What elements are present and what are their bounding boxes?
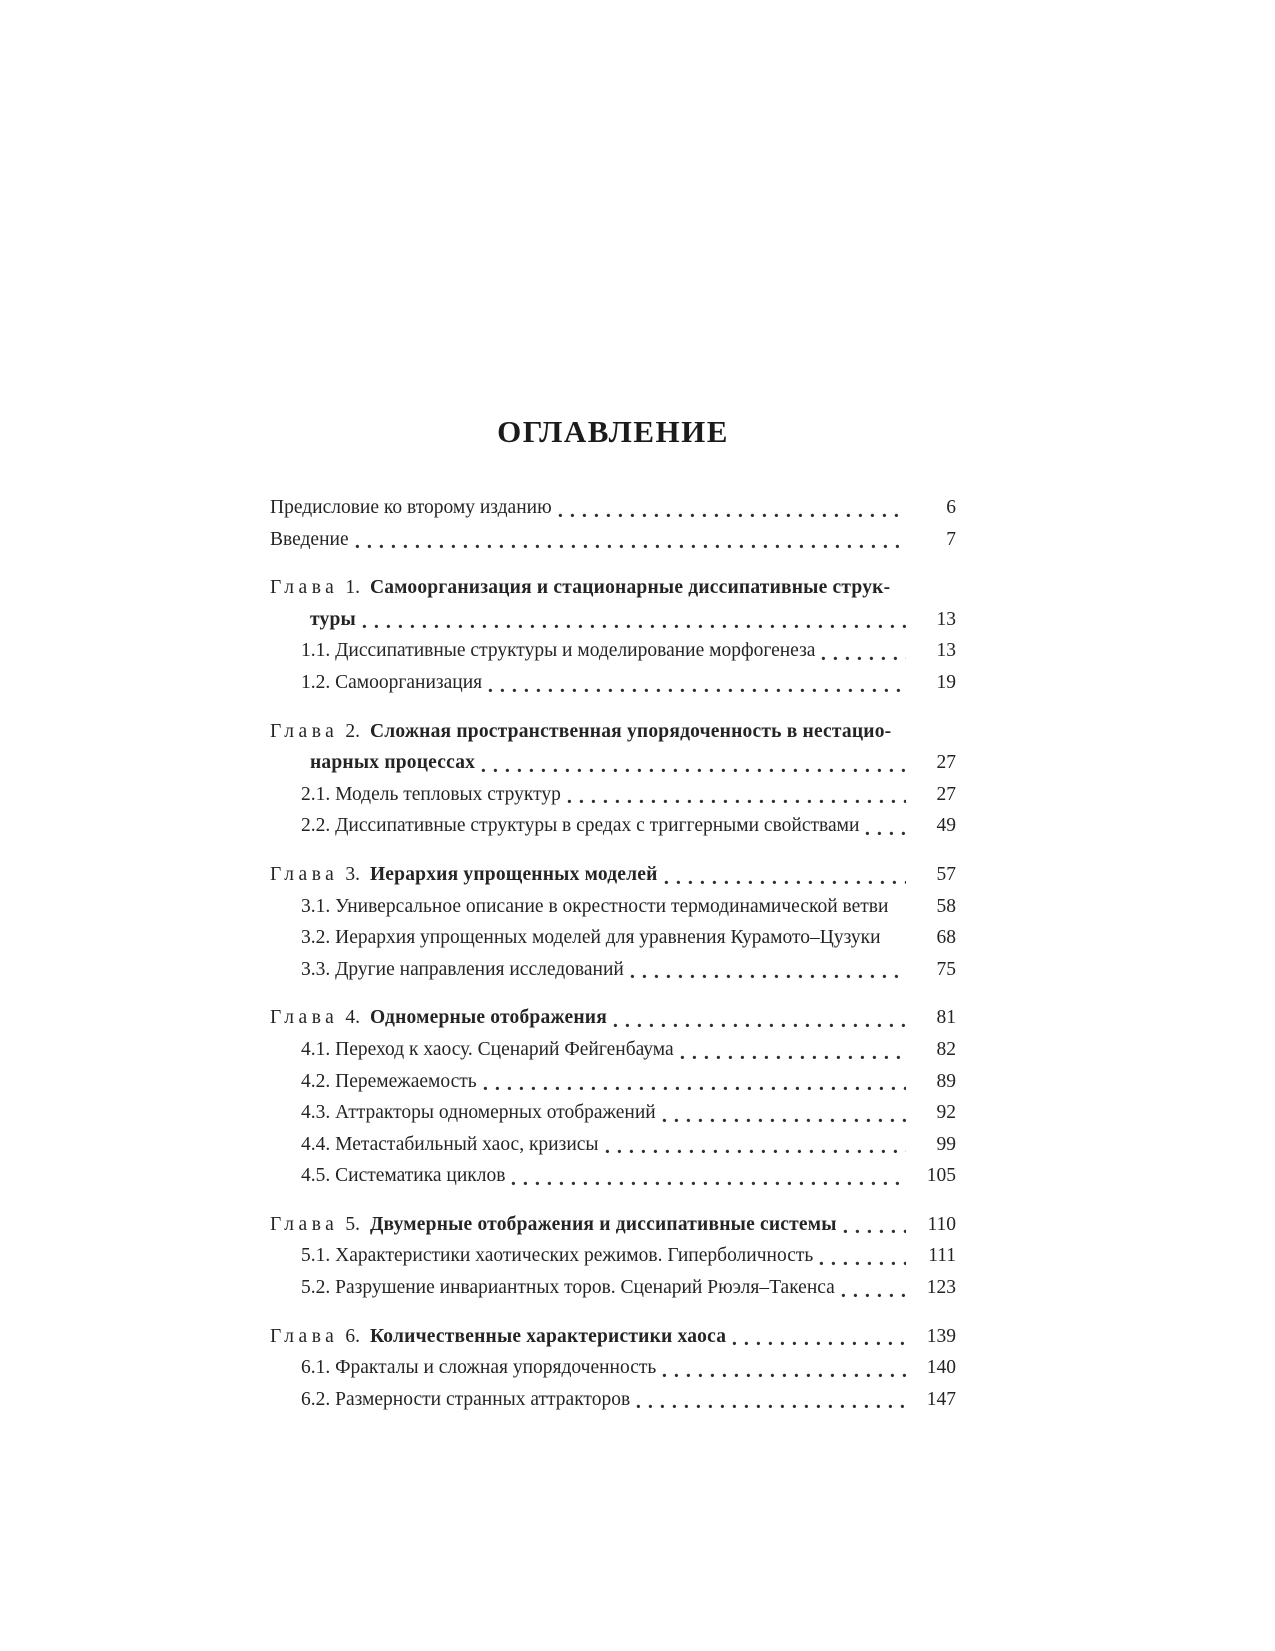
page-number: 57 xyxy=(936,863,956,885)
chapter-number: 3. xyxy=(345,863,360,885)
page-number: 82 xyxy=(936,1038,956,1060)
chapter-word-label: Глава xyxy=(270,1213,339,1235)
dot-leader xyxy=(483,1086,906,1091)
toc-entry-label: 3.1. Универсальное описание в окрестности термодинамической ветви xyxy=(301,895,889,917)
page-number: 140 xyxy=(926,1357,956,1379)
dot-leader xyxy=(841,1293,906,1298)
toc-entry-label: 4.2. Перемежаемость xyxy=(301,1070,477,1092)
toc-entry-label: 4.5. Систематика циклов xyxy=(301,1165,506,1187)
toc-entry-label: 1.1. Диссипативные структуры и моделирование морфогенеза xyxy=(301,640,816,662)
toc-group-front xyxy=(270,492,956,555)
page-number: 27 xyxy=(936,752,956,774)
toc-chapter-row xyxy=(270,716,956,748)
dot-leader xyxy=(821,656,906,661)
toc-chapter-continuation xyxy=(270,747,956,779)
toc-group-chapter xyxy=(270,1002,956,1192)
page-number: 68 xyxy=(936,927,956,949)
toc-entry-label: 2.1. Модель тепловых структур xyxy=(301,783,561,805)
toc-entry-label: Введение xyxy=(270,528,349,550)
toc-group-chapter xyxy=(270,859,956,985)
chapter-number: 2. xyxy=(345,720,360,742)
page-number: 99 xyxy=(936,1133,956,1155)
chapter-number: 6. xyxy=(345,1325,360,1347)
toc-chapter-row xyxy=(270,859,956,891)
dot-leader xyxy=(605,1149,906,1154)
toc-entry-label: 1.2. Самоорганизация xyxy=(301,671,483,693)
toc-section-row xyxy=(270,1129,956,1161)
toc-section-row xyxy=(270,779,956,811)
dot-leader xyxy=(664,880,906,885)
dot-leader xyxy=(865,831,906,836)
dot-leader xyxy=(662,1118,906,1123)
toc-entry-label: 2.2. Диссипативные структуры в средах с триггерными свойствами xyxy=(301,815,860,837)
toc-section-row xyxy=(270,1352,956,1384)
toc-section-row xyxy=(270,954,956,986)
page-number: 6 xyxy=(946,497,956,518)
toc-chapter-row xyxy=(270,1209,956,1241)
page-number: 27 xyxy=(936,783,956,805)
chapter-title: Одномерные отображения xyxy=(369,1007,607,1029)
chapter-number: 5. xyxy=(345,1213,360,1235)
dot-leader xyxy=(355,544,906,549)
toc-group-chapter xyxy=(270,1209,956,1304)
chapter-title: Самоорганизация и стационарные диссипативные струк- xyxy=(369,577,891,599)
dot-leader xyxy=(511,1181,906,1186)
toc-section-row xyxy=(270,667,956,699)
toc-section-row xyxy=(270,1240,956,1272)
toc-section-row xyxy=(270,635,956,667)
page-number: 13 xyxy=(936,640,956,662)
page-number: 139 xyxy=(926,1325,956,1347)
dot-leader xyxy=(843,1229,906,1234)
chapter-number: 1. xyxy=(345,577,360,599)
page-number: 75 xyxy=(936,958,956,980)
chapter-title: Двумерные отображения и диссипативные системы xyxy=(369,1213,837,1235)
page-number: 111 xyxy=(928,1245,956,1267)
toc-section-row xyxy=(270,891,956,923)
dot-leader xyxy=(558,513,906,518)
toc-section-row xyxy=(270,810,956,842)
toc-chapter-row xyxy=(270,1002,956,1034)
dot-leader xyxy=(662,1373,906,1378)
page-number: 58 xyxy=(936,895,956,917)
dot-leader xyxy=(567,799,906,804)
toc-group-chapter xyxy=(270,572,956,698)
toc-content xyxy=(270,414,956,1415)
toc-section-row xyxy=(270,922,956,954)
chapter-word-label: Глава xyxy=(270,577,339,599)
dot-leader xyxy=(362,624,906,629)
toc-section-row xyxy=(270,1066,956,1098)
toc-section-row xyxy=(270,1034,956,1066)
toc-chapter-continuation xyxy=(270,604,956,636)
chapter-title-continuation: нарных процессах xyxy=(310,752,476,774)
page-number: 110 xyxy=(927,1213,956,1235)
page-number: 123 xyxy=(926,1277,956,1299)
toc-entry-label: 5.1. Характеристики хаотических режимов. Гиперболичность xyxy=(301,1245,814,1267)
toc-entry-label: 6.2. Размерности странных аттракторов xyxy=(301,1388,631,1410)
chapter-word-label: Глава xyxy=(270,1007,339,1029)
dot-leader xyxy=(636,1404,906,1409)
chapter-word-label: Глава xyxy=(270,720,339,742)
toc-section-row xyxy=(270,1160,956,1192)
toc-section-row xyxy=(270,1272,956,1304)
page-number: 19 xyxy=(936,671,956,693)
toc-entry-label: 3.2. Иерархия упрощенных моделей для уравнения Курамото–Цузуки xyxy=(301,927,881,949)
toc-section-row xyxy=(270,1097,956,1129)
chapter-word-label: Глава xyxy=(270,863,339,885)
page-number: 89 xyxy=(936,1070,956,1092)
page-number: 147 xyxy=(926,1388,956,1410)
dot-leader xyxy=(819,1261,906,1266)
page-number: 105 xyxy=(926,1165,956,1187)
chapter-title-continuation: туры xyxy=(310,608,356,630)
toc-entry-label: 6.1. Фракталы и сложная упорядоченность xyxy=(301,1357,657,1379)
dot-leader xyxy=(630,974,906,979)
dot-leader xyxy=(481,768,906,773)
toc-chapter-row xyxy=(270,572,956,604)
toc-entry-label: 3.3. Другие направления исследований xyxy=(301,958,624,980)
page-number: 81 xyxy=(936,1007,956,1029)
toc-section-row xyxy=(270,1384,956,1416)
toc-body xyxy=(270,492,956,1415)
chapter-title: Количественные характеристики хаоса xyxy=(369,1325,727,1347)
page-number: 92 xyxy=(936,1102,956,1124)
dot-leader xyxy=(488,688,906,693)
toc-front-row xyxy=(270,492,956,524)
page-number: 13 xyxy=(936,608,956,630)
chapter-number: 4. xyxy=(345,1007,360,1029)
toc-group-chapter xyxy=(270,1321,956,1416)
chapter-title: Иерархия упрощенных моделей xyxy=(369,863,658,885)
toc-chapter-row xyxy=(270,1321,956,1353)
dot-leader xyxy=(613,1023,906,1028)
toc-entry-label: 4.3. Аттракторы одномерных отображений xyxy=(301,1102,656,1124)
toc-group-chapter xyxy=(270,716,956,842)
toc-entry-label: 5.2. Разрушение инвариантных торов. Сценарий Рюэля–Такенса xyxy=(301,1277,835,1299)
page-number: 49 xyxy=(936,815,956,837)
page-number: 7 xyxy=(946,528,956,550)
dot-leader xyxy=(732,1341,906,1346)
page-title: ОГЛАВЛЕНИЕ xyxy=(497,414,729,449)
toc-entry-label: 4.4. Метастабильный хаос, кризисы xyxy=(301,1133,599,1155)
dot-leader xyxy=(680,1055,906,1060)
toc-front-row xyxy=(270,524,956,556)
toc-entry-label: Предисловие ко второму изданию xyxy=(270,497,552,518)
chapter-word-label: Глава xyxy=(270,1325,339,1347)
toc-entry-label: 4.1. Переход к хаосу. Сценарий Фейгенбаума xyxy=(301,1038,674,1060)
chapter-title: Сложная пространственная упорядоченность в нестацио- xyxy=(369,720,892,742)
